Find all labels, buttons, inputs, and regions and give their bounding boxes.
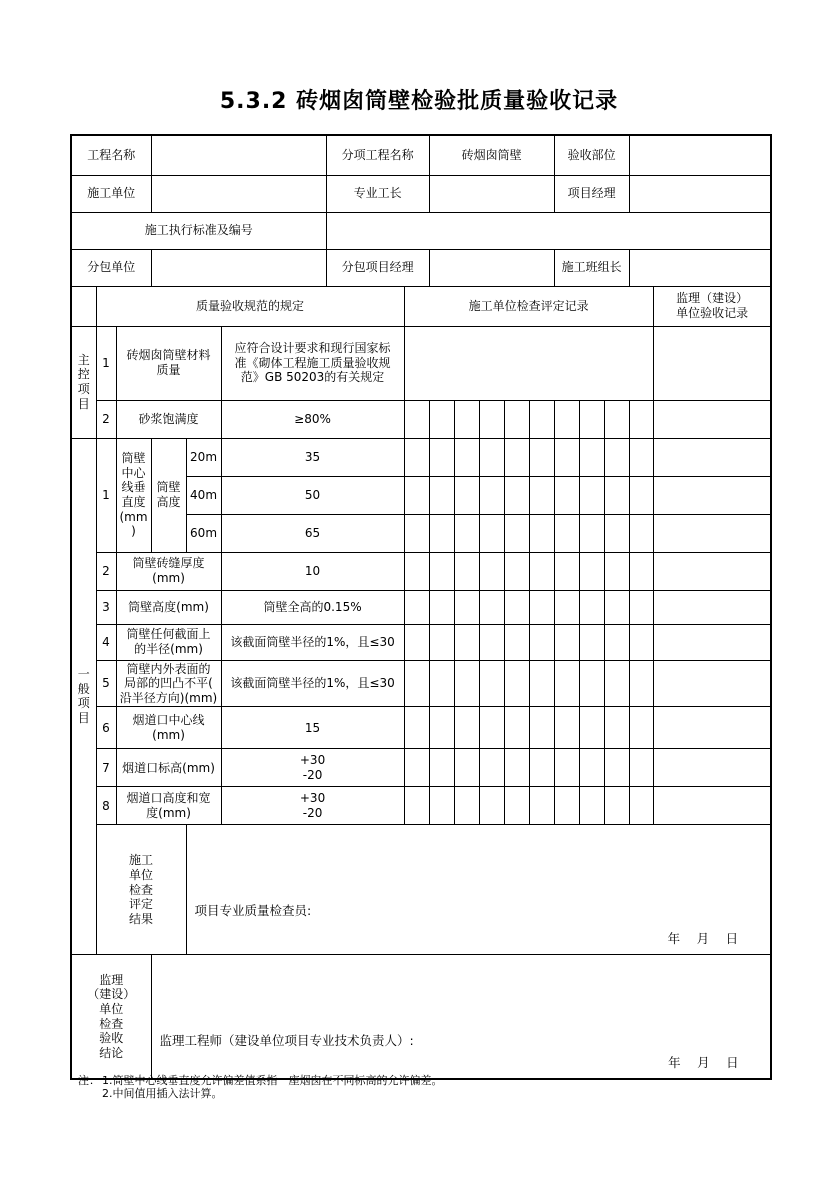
supervisor-record-cell [653,660,771,707]
check-cell [429,514,454,552]
check-cell [604,476,629,514]
check-cell [504,514,529,552]
item-name: 砖烟囱筒壁材料 质量 [116,326,221,400]
item-no: 8 [96,787,116,825]
supervisor-record-cell [653,590,771,624]
check-cell [579,438,604,476]
check-cell [529,590,554,624]
check-cell [504,749,529,787]
row-supervisor-result [71,955,771,1079]
general-section-label: 一般项目 [71,438,96,955]
supervisor-column-header: 监理（建设） 单位验收记录 [653,286,771,326]
check-cell [404,787,429,825]
check-cell [404,476,429,514]
check-cell [504,552,529,590]
check-cell [454,552,479,590]
check-cell [479,400,504,438]
check-cell [429,624,454,660]
check-cell [404,438,429,476]
check-cell [604,552,629,590]
check-cell [454,787,479,825]
check-cell [554,476,579,514]
check-cell [579,400,604,438]
standard-value [326,212,771,249]
item-name: 筒壁砖缝厚度 (mm) [116,552,221,590]
check-cell [554,514,579,552]
item-allowed-value: +30 -20 [221,749,404,787]
sub-pm-label: 分包项目经理 [326,249,429,286]
check-cell [604,590,629,624]
crew-leader-value [629,249,771,286]
check-cell [554,707,579,749]
item-name: 筒壁高度(mm) [116,590,221,624]
page-title: 5.3.2 砖烟囱筒壁检验批质量验收记录 [219,89,619,114]
check-cell [629,624,653,660]
builder-value [151,175,326,212]
check-cell [529,624,554,660]
supervisor-record-cell [653,624,771,660]
row-standard [71,212,771,249]
acceptance-record-table [70,134,772,1080]
check-cell [604,707,629,749]
supervisor-record-cell [653,438,771,476]
division-name-value: 砖烟囱筒壁 [429,135,554,175]
project-name-label: 工程名称 [71,135,151,175]
check-cell [529,707,554,749]
builder-check-column-header: 施工单位检查评定记录 [404,286,653,326]
note-line-1: 1.筒壁中心线垂直度允许偏差值系指一座烟囱在不同标高的允许偏差。 [102,1074,443,1087]
check-cell [454,624,479,660]
check-cell [629,787,653,825]
spec-column-header: 质量验收规范的规定 [96,286,404,326]
row-general-4 [71,624,771,660]
check-cell [579,660,604,707]
check-cell [404,400,429,438]
check-cell [454,660,479,707]
check-cell [504,660,529,707]
check-cell [479,707,504,749]
builder-label: 施工单位 [71,175,151,212]
check-cell [479,749,504,787]
check-cell [554,590,579,624]
check-cell [429,400,454,438]
check-cell [429,476,454,514]
check-cell [529,787,554,825]
check-cell [579,514,604,552]
item-no: 2 [96,552,116,590]
check-cell [479,514,504,552]
check-cell [429,438,454,476]
check-cell [504,787,529,825]
check-cell [629,707,653,749]
item-allowed-value: 15 [221,707,404,749]
row-column-headers [71,286,771,326]
check-cell [554,552,579,590]
check-cell [404,552,429,590]
pm-value [629,175,771,212]
item-no: 2 [96,400,116,438]
check-cell [579,590,604,624]
inspector-sign-label: 项目专业质量检查员: [194,903,312,919]
check-cell [479,787,504,825]
check-cell [454,749,479,787]
item-requirement: 应符合设计要求和现行国家标 准《砌体工程施工质量验收规 范》GB 50203的有关规定 [221,326,404,400]
acceptance-part-value [629,135,771,175]
row-general-2 [71,552,771,590]
supervisor-sign-label: 监理工程师（建设单位项目专业技术负责人）: [159,1033,414,1049]
corner-cell [71,286,96,326]
check-cell [404,707,429,749]
row-main-item-2 [71,400,771,438]
check-cell [529,438,554,476]
supervisor-result-label: 监理 （建设） 单位 检查 验收 结论 [71,955,151,1079]
check-cell [554,624,579,660]
check-cell [629,400,653,438]
item-allowed-value: 65 [221,514,404,552]
check-cell [579,476,604,514]
row-builder-result [71,825,771,955]
check-cell [529,476,554,514]
item-name: 筒壁任何截面上 的半径(mm) [116,624,221,660]
supervisor-record-cell [653,514,771,552]
check-cell [429,552,454,590]
check-cell [629,552,653,590]
builder-date-label: 年 月 日 [667,931,741,947]
item-no: 7 [96,749,116,787]
check-cell [604,749,629,787]
check-cell [454,590,479,624]
check-cell [629,749,653,787]
check-cell [504,624,529,660]
item-name: 烟道口高度和宽 度(mm) [116,787,221,825]
item-no: 5 [96,660,116,707]
check-cell [554,787,579,825]
acceptance-part-label: 验收部位 [554,135,629,175]
supervisor-record-cell [653,552,771,590]
standard-label: 施工执行标准及编号 [71,212,326,249]
supervisor-result-cell [151,955,771,1079]
supervisor-record-cell [653,400,771,438]
check-cell [454,476,479,514]
check-cell [529,514,554,552]
check-cell [504,438,529,476]
check-cell [429,660,454,707]
item-allowed-value: 10 [221,552,404,590]
check-cell [404,624,429,660]
sub-unit-value [151,249,326,286]
item-name: 烟道口中心线 (mm) [116,707,221,749]
row-general-6 [71,707,771,749]
supervisor-date-label: 年 月 日 [668,1054,741,1070]
item-no: 3 [96,590,116,624]
check-cell [454,514,479,552]
check-cell [404,514,429,552]
item-no: 1 [96,438,116,552]
check-cell [579,552,604,590]
check-cell [604,787,629,825]
height-tier-label: 20m [186,438,221,476]
item-requirement: ≥80% [221,400,404,438]
wall-height-label: 筒壁 高度 [151,438,186,552]
supervisor-record-cell [653,326,771,400]
item-allowed-value: 该截面筒壁半径的1%，且≤30 [221,624,404,660]
check-cell [629,590,653,624]
check-cell [529,400,554,438]
item-allowed-value: 50 [221,476,404,514]
check-cell [579,624,604,660]
check-cell [479,438,504,476]
builder-result-label: 施工 单位 检查 评定 结果 [96,825,186,955]
check-cell [404,590,429,624]
supervisor-record-cell [653,707,771,749]
notes [78,1074,443,1100]
builder-result-cell [186,825,771,955]
check-cell [479,624,504,660]
check-cell [529,552,554,590]
check-cell [554,749,579,787]
check-cell [454,438,479,476]
check-cell [554,438,579,476]
main-control-section-label: 主控项目 [71,326,96,438]
row-general-8 [71,787,771,825]
supervisor-record-cell [653,749,771,787]
check-cell [554,660,579,707]
check-cell [454,707,479,749]
notes-prefix: 注： [78,1074,100,1087]
sub-pm-value [429,249,554,286]
row-general-3 [71,590,771,624]
check-cell [479,590,504,624]
item-allowed-value: +30 -20 [221,787,404,825]
crew-leader-label: 施工班组长 [554,249,629,286]
item-no: 4 [96,624,116,660]
check-cell [579,749,604,787]
division-name-label: 分项工程名称 [326,135,429,175]
check-cell [429,590,454,624]
check-cell [629,660,653,707]
note-line-2: 2.中间值用插入法计算。 [102,1087,223,1100]
row-general-5 [71,660,771,707]
row-general-1-20m [71,438,771,476]
check-cell [604,660,629,707]
item-allowed-value: 35 [221,438,404,476]
supervisor-record-cell [653,476,771,514]
check-cell [429,787,454,825]
check-cell [604,514,629,552]
check-cell [529,749,554,787]
pm-label: 项目经理 [554,175,629,212]
check-cell [629,438,653,476]
row-project-name [71,135,771,175]
check-cell [604,624,629,660]
check-cell [529,660,554,707]
foreman-value [429,175,554,212]
check-cell [604,438,629,476]
check-cell [404,749,429,787]
row-general-7 [71,749,771,787]
check-cell [479,660,504,707]
sub-unit-label: 分包单位 [71,249,151,286]
item-allowed-value: 筒壁全高的0.15% [221,590,404,624]
height-tier-label: 60m [186,514,221,552]
check-cell [579,707,604,749]
supervisor-record-cell [653,787,771,825]
check-cell [479,552,504,590]
foreman-label: 专业工长 [326,175,429,212]
row-main-item-1 [71,326,771,400]
row-builder [71,175,771,212]
check-cell [504,476,529,514]
check-cell [504,707,529,749]
height-tier-label: 40m [186,476,221,514]
item-name: 筒壁内外表面的 局部的凹凸不平( 沿半径方向)(mm) [116,660,221,707]
row-subcontractor [71,249,771,286]
check-record-cell [404,326,653,400]
item-no: 1 [96,326,116,400]
check-cell [604,400,629,438]
item-name: 筒壁 中心 线垂 直度 (mm) [116,438,151,552]
check-cell [429,707,454,749]
project-name-value [151,135,326,175]
item-name: 砂浆饱满度 [116,400,221,438]
check-cell [629,514,653,552]
check-cell [554,400,579,438]
check-cell [454,400,479,438]
check-cell [504,590,529,624]
check-cell [504,400,529,438]
check-cell [404,660,429,707]
item-no: 6 [96,707,116,749]
check-cell [579,787,604,825]
check-cell [479,476,504,514]
item-name: 烟道口标高(mm) [116,749,221,787]
check-cell [429,749,454,787]
item-allowed-value: 该截面筒壁半径的1%，且≤30 [221,660,404,707]
check-cell [629,476,653,514]
